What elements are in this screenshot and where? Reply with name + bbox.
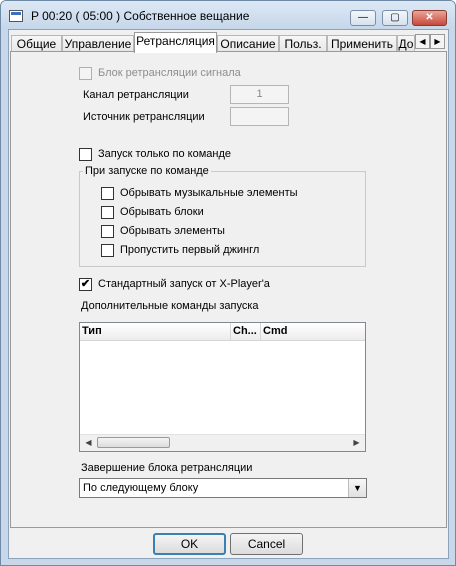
start-by-command-label: Запуск только по команде [98, 148, 231, 160]
tab-general[interactable]: Общие [11, 35, 62, 52]
skip-first-jingle-checkbox[interactable] [101, 244, 114, 257]
cut-elements-checkbox[interactable] [101, 225, 114, 238]
cut-music-elements-label: Обрывать музыкальные элементы [120, 187, 298, 199]
app-icon [9, 10, 23, 22]
ok-button[interactable]: OK [153, 533, 226, 555]
relay-end-label: Завершение блока ретрансляции [81, 462, 253, 474]
scroll-thumb[interactable] [97, 437, 170, 448]
relay-end-select[interactable] [79, 478, 367, 498]
skip-first-jingle-label: Пропустить первый джингл [120, 244, 260, 256]
chevron-down-icon[interactable]: ▼ [348, 479, 366, 497]
relay-end-selected-value: По следующему блоку [83, 482, 199, 494]
dialog-client-area [8, 29, 449, 559]
standard-start-checkbox[interactable]: ✔ [80, 278, 91, 290]
list-horizontal-scrollbar[interactable] [80, 434, 365, 451]
extra-commands-label: Дополнительные команды запуска [81, 300, 259, 312]
cut-blocks-label: Обрывать блоки [120, 206, 204, 218]
cut-elements-label: Обрывать элементы [120, 225, 225, 237]
column-type-header[interactable]: Тип [80, 323, 231, 340]
relay-source-label: Источник ретрансляции [83, 111, 205, 123]
maximize-button[interactable]: ▢ [382, 10, 408, 26]
relay-channel-label: Канал ретрансляции [83, 89, 189, 101]
relay-tab-page [10, 51, 447, 528]
cut-blocks-checkbox[interactable] [101, 206, 114, 219]
tab-strip [9, 32, 450, 52]
tab-description[interactable]: Описание [217, 35, 279, 52]
scroll-right-arrow-icon[interactable]: ▶ [353, 438, 360, 447]
cancel-button[interactable]: Cancel [230, 533, 303, 555]
tab-relay[interactable]: Ретрансляция [134, 32, 217, 53]
block-signal-checkbox [79, 67, 92, 80]
tab-scroll-left-icon[interactable]: ◀ [415, 34, 430, 49]
scroll-left-arrow-icon[interactable]: ◀ [85, 438, 92, 447]
title-bar[interactable] [1, 1, 455, 29]
command-start-group [79, 165, 366, 267]
tab-control[interactable]: Управление [62, 35, 134, 52]
tab-scroll-right-icon[interactable]: ▶ [430, 34, 445, 49]
block-signal-label: Блок ретрансляции сигнала [98, 67, 241, 79]
tab-user[interactable]: Польз. [279, 35, 327, 52]
tab-more[interactable]: До [398, 37, 414, 51]
command-start-legend: При запуске по команде [85, 165, 209, 177]
column-cmd-header[interactable]: Cmd [263, 325, 288, 337]
relay-source-field [230, 107, 289, 126]
cut-music-elements-checkbox[interactable] [101, 187, 114, 200]
tab-apply[interactable]: Применить [327, 35, 397, 52]
minimize-button[interactable]: — [350, 10, 376, 26]
extra-commands-list[interactable] [79, 322, 366, 452]
start-by-command-checkbox[interactable] [79, 148, 92, 161]
window-title: P 00:20 ( 05:00 ) Собственное вещание [31, 9, 250, 23]
close-button[interactable]: ✕ [412, 10, 447, 26]
standard-start-label: Стандартный запуск от X-Player'a [98, 278, 270, 290]
list-header [80, 323, 365, 341]
relay-channel-field: 1 [230, 85, 289, 104]
column-channel-header[interactable]: Ch... [231, 323, 261, 340]
